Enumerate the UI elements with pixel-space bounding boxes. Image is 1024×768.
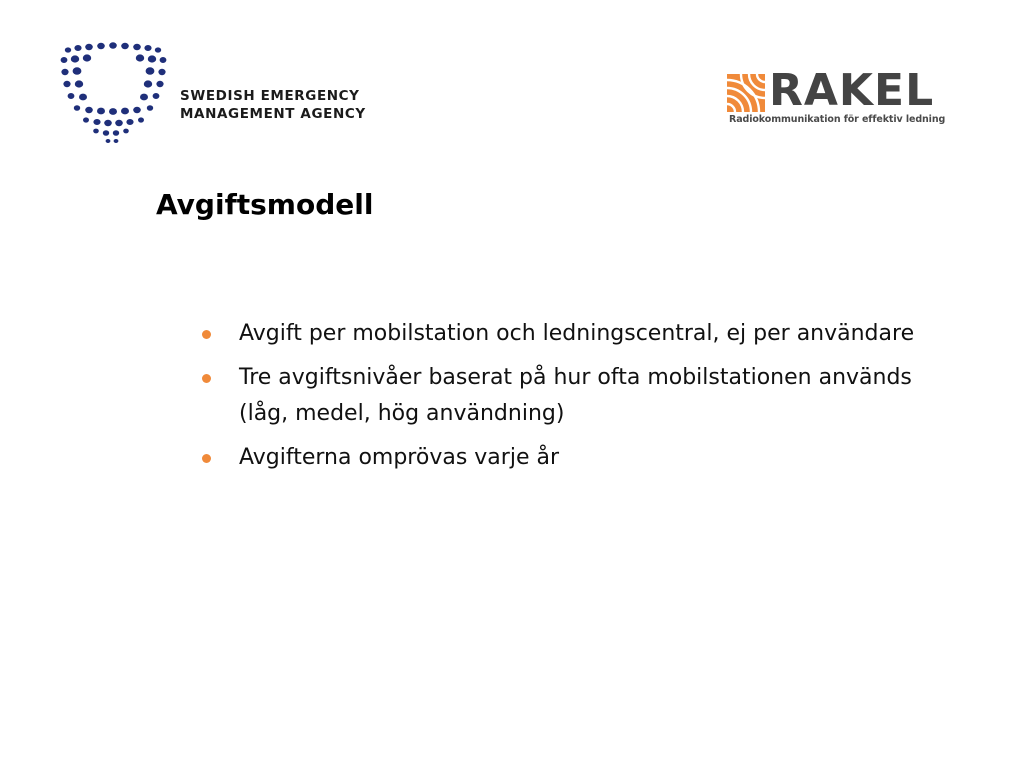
bullet-dot-icon <box>202 454 211 463</box>
bullet-dot-icon <box>202 330 211 339</box>
bullet-text: Tre avgiftsnivåer baserat på hur ofta mobilstationen används (låg, medel, hög användning) <box>239 365 912 426</box>
bullet-dot-icon <box>202 374 211 383</box>
agency-name-line1: SWEDISH EMERGENCY <box>180 88 360 104</box>
bullet-item <box>198 360 928 432</box>
bullet-item <box>198 440 928 476</box>
rakel-logo <box>727 65 951 128</box>
bullet-list <box>198 316 928 484</box>
agency-name <box>180 87 366 123</box>
rakel-tagline: Radiokommunikation för effektiv ledning <box>729 114 946 125</box>
bullet-text: Avgift per mobilstation och ledningscentral, ej per användare <box>239 321 915 346</box>
bullet-text: Avgifterna omprövas varje år <box>239 445 559 470</box>
agency-logo <box>58 42 388 147</box>
shield-dots-icon <box>58 42 170 146</box>
radio-waves-icon <box>727 74 765 112</box>
rakel-wordmark: RAKEL <box>769 65 935 116</box>
slide-title: Avgiftsmodell <box>156 188 374 221</box>
bullet-item <box>198 316 928 352</box>
agency-name-line2: MANAGEMENT AGENCY <box>180 106 366 122</box>
